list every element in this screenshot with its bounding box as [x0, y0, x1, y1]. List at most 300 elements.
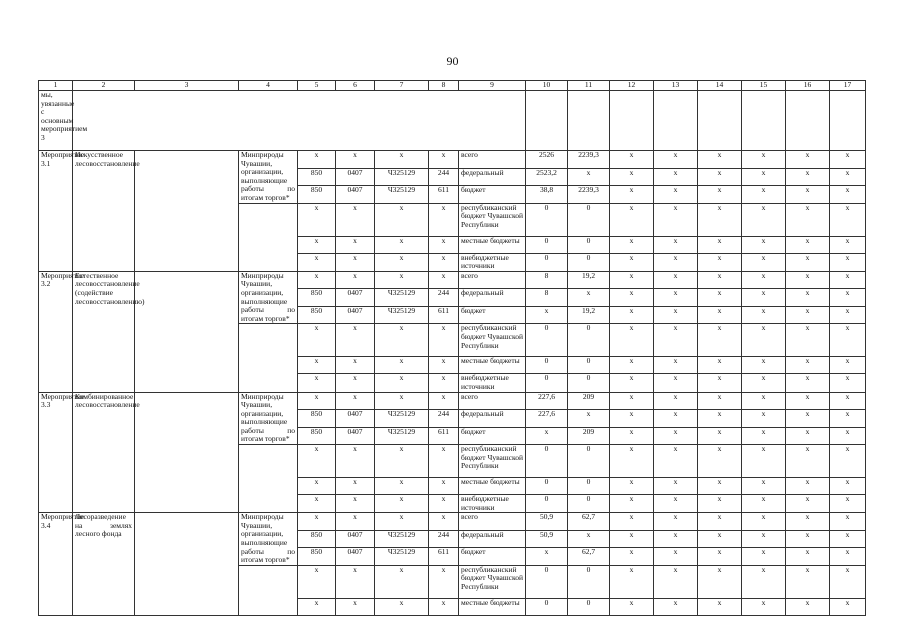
value-cell: x	[742, 513, 786, 531]
header-cell: 16	[786, 81, 830, 91]
value-cell: x	[698, 445, 742, 478]
value-cell: x	[742, 548, 786, 566]
value-cell: x	[786, 253, 830, 271]
code-cell: x	[298, 392, 336, 410]
empty-cell	[742, 91, 786, 151]
value-cell: x	[654, 427, 698, 445]
table-header	[39, 81, 866, 91]
code-cell: x	[336, 357, 375, 374]
code-cell: x	[336, 478, 375, 495]
value-cell: x	[742, 410, 786, 428]
source-cell: всего	[459, 271, 526, 289]
code-cell: x	[298, 253, 336, 271]
empty-cell	[526, 91, 568, 151]
value-cell: 0	[526, 598, 568, 615]
measure-name: Лесоразведение на землях лесного фонда	[73, 513, 135, 616]
empty-cell	[239, 445, 298, 513]
code-cell: x	[336, 271, 375, 289]
value-cell: 0	[526, 565, 568, 598]
value-cell: 0	[526, 324, 568, 357]
value-cell: x	[786, 236, 830, 253]
source-cell: федеральный	[459, 530, 526, 548]
value-cell: x	[830, 427, 866, 445]
source-cell: внебюджетные источники	[459, 374, 526, 392]
value-cell: x	[742, 253, 786, 271]
value-cell: 2239,3	[568, 186, 610, 204]
value-cell: 8	[526, 289, 568, 307]
value-cell: 0	[568, 495, 610, 513]
value-cell: x	[698, 495, 742, 513]
value-cell: x	[654, 410, 698, 428]
code-cell: 0407	[336, 168, 375, 186]
value-cell: x	[830, 306, 866, 324]
code-cell: 0407	[336, 548, 375, 566]
value-cell: x	[786, 306, 830, 324]
header-cell: 10	[526, 81, 568, 91]
value-cell: x	[610, 565, 654, 598]
executor-cell: Минприроды Чувашии, организации, выполняющие работы по итогам торгов*	[239, 392, 298, 445]
value-cell: x	[786, 374, 830, 392]
value-cell: x	[786, 289, 830, 307]
value-cell: 50,9	[526, 513, 568, 531]
code-cell: Ч325129	[375, 530, 429, 548]
value-cell: x	[698, 271, 742, 289]
value-cell: 0	[526, 203, 568, 236]
value-cell: x	[742, 236, 786, 253]
value-cell: 50,9	[526, 530, 568, 548]
value-cell: x	[830, 186, 866, 204]
value-cell: x	[610, 236, 654, 253]
code-cell: x	[429, 513, 459, 531]
value-cell: x	[654, 357, 698, 374]
code-cell: 244	[429, 410, 459, 428]
code-cell: x	[375, 513, 429, 531]
code-cell: 850	[298, 530, 336, 548]
value-cell: x	[830, 253, 866, 271]
value-cell: x	[610, 530, 654, 548]
code-cell: x	[375, 478, 429, 495]
source-cell: бюджет	[459, 427, 526, 445]
code-cell: x	[336, 151, 375, 169]
empty-cell	[698, 91, 742, 151]
value-cell: 227,6	[526, 410, 568, 428]
code-cell: x	[429, 253, 459, 271]
value-cell: 209	[568, 392, 610, 410]
value-cell: x	[698, 598, 742, 615]
value-cell: x	[654, 271, 698, 289]
value-cell: x	[742, 306, 786, 324]
value-cell: x	[830, 478, 866, 495]
empty-cell	[654, 91, 698, 151]
code-cell: x	[375, 392, 429, 410]
value-cell: x	[698, 357, 742, 374]
code-cell: x	[375, 598, 429, 615]
code-cell: 0407	[336, 186, 375, 204]
code-cell: x	[298, 513, 336, 531]
code-cell: 0407	[336, 410, 375, 428]
header-cell: 11	[568, 81, 610, 91]
header-cell: 13	[654, 81, 698, 91]
value-cell: 0	[526, 357, 568, 374]
value-cell: x	[742, 271, 786, 289]
code-cell: 244	[429, 289, 459, 307]
source-cell: бюджет	[459, 186, 526, 204]
value-cell: x	[610, 186, 654, 204]
code-cell: x	[429, 357, 459, 374]
value-cell: 0	[568, 357, 610, 374]
value-cell: 209	[568, 427, 610, 445]
code-cell: x	[336, 374, 375, 392]
value-cell: 0	[526, 445, 568, 478]
value-cell: x	[786, 495, 830, 513]
code-cell: Ч325129	[375, 410, 429, 428]
value-cell: x	[786, 565, 830, 598]
code-cell: x	[336, 495, 375, 513]
code-cell: x	[336, 513, 375, 531]
value-cell: x	[568, 530, 610, 548]
code-cell: x	[429, 236, 459, 253]
value-cell: x	[654, 168, 698, 186]
value-cell: x	[742, 530, 786, 548]
value-cell: 0	[526, 478, 568, 495]
value-cell: x	[742, 324, 786, 357]
value-cell: x	[742, 392, 786, 410]
code-cell: x	[375, 236, 429, 253]
code-cell: x	[336, 324, 375, 357]
code-cell: x	[336, 598, 375, 615]
value-cell: 0	[568, 253, 610, 271]
value-cell: x	[742, 427, 786, 445]
value-cell: x	[786, 478, 830, 495]
measure-id: Мероприятие 3.2	[39, 271, 73, 392]
source-cell: республиканский бюджет Чувашской Республики	[459, 445, 526, 478]
code-cell: x	[336, 445, 375, 478]
value-cell: 0	[568, 374, 610, 392]
budget-table	[38, 80, 866, 616]
value-cell: x	[830, 236, 866, 253]
value-cell: x	[698, 565, 742, 598]
code-cell: x	[429, 392, 459, 410]
code-cell: x	[429, 203, 459, 236]
header-row	[39, 81, 866, 91]
code-cell: 611	[429, 548, 459, 566]
code-cell: x	[429, 271, 459, 289]
code-cell: 850	[298, 427, 336, 445]
source-cell: всего	[459, 392, 526, 410]
value-cell: 227,6	[526, 392, 568, 410]
value-cell: x	[654, 324, 698, 357]
code-cell: x	[298, 324, 336, 357]
value-cell: 8	[526, 271, 568, 289]
value-cell: x	[830, 410, 866, 428]
value-cell: x	[610, 151, 654, 169]
value-cell: x	[830, 548, 866, 566]
code-cell: x	[429, 495, 459, 513]
code-cell: x	[336, 253, 375, 271]
source-cell: бюджет	[459, 548, 526, 566]
code-cell: x	[298, 357, 336, 374]
value-cell: x	[830, 203, 866, 236]
source-cell: республиканский бюджет Чувашской Республики	[459, 565, 526, 598]
value-cell: x	[698, 203, 742, 236]
empty-cell	[135, 151, 239, 272]
code-cell: 850	[298, 306, 336, 324]
value-cell: x	[742, 478, 786, 495]
code-cell: x	[375, 271, 429, 289]
code-cell: 611	[429, 306, 459, 324]
value-cell: x	[830, 324, 866, 357]
value-cell: 0	[526, 236, 568, 253]
value-cell: x	[698, 289, 742, 307]
code-cell: x	[298, 565, 336, 598]
value-cell: 0	[568, 478, 610, 495]
value-cell: 62,7	[568, 548, 610, 566]
value-cell: 19,2	[568, 271, 610, 289]
value-cell: x	[654, 253, 698, 271]
code-cell: x	[298, 374, 336, 392]
code-cell: x	[429, 598, 459, 615]
value-cell: x	[610, 445, 654, 478]
code-cell: x	[375, 324, 429, 357]
code-cell: x	[375, 151, 429, 169]
value-cell: x	[568, 289, 610, 307]
value-cell: x	[742, 445, 786, 478]
source-cell: всего	[459, 151, 526, 169]
empty-cell	[135, 513, 239, 616]
code-cell: 611	[429, 186, 459, 204]
value-cell: x	[830, 151, 866, 169]
measure-row	[39, 151, 866, 169]
header-cell: 15	[742, 81, 786, 91]
value-cell: 0	[568, 598, 610, 615]
value-cell: x	[786, 410, 830, 428]
value-cell: 0	[568, 203, 610, 236]
empty-cell	[786, 91, 830, 151]
value-cell: x	[654, 151, 698, 169]
value-cell: x	[830, 271, 866, 289]
value-cell: 0	[526, 374, 568, 392]
code-cell: 850	[298, 186, 336, 204]
code-cell: x	[298, 445, 336, 478]
value-cell: x	[610, 478, 654, 495]
value-cell: x	[698, 513, 742, 531]
value-cell: x	[654, 203, 698, 236]
code-cell: x	[336, 203, 375, 236]
value-cell: x	[698, 324, 742, 357]
value-cell: x	[610, 357, 654, 374]
header-cell: 6	[336, 81, 375, 91]
value-cell: 62,7	[568, 513, 610, 531]
value-cell: x	[654, 445, 698, 478]
value-cell: x	[610, 203, 654, 236]
value-cell: x	[830, 289, 866, 307]
value-cell: x	[830, 374, 866, 392]
code-cell: x	[375, 203, 429, 236]
value-cell: x	[830, 445, 866, 478]
value-cell: x	[698, 392, 742, 410]
value-cell: x	[654, 478, 698, 495]
source-cell: бюджет	[459, 306, 526, 324]
value-cell: x	[742, 374, 786, 392]
value-cell: x	[654, 374, 698, 392]
code-cell: x	[429, 565, 459, 598]
value-cell: 2239,3	[568, 151, 610, 169]
code-cell: 0407	[336, 530, 375, 548]
value-cell: x	[830, 565, 866, 598]
value-cell: x	[786, 548, 830, 566]
value-cell: 0	[526, 495, 568, 513]
value-cell: x	[786, 357, 830, 374]
value-cell: x	[654, 186, 698, 204]
value-cell: 0	[526, 253, 568, 271]
value-cell: x	[526, 548, 568, 566]
value-cell: x	[610, 392, 654, 410]
code-cell: x	[429, 151, 459, 169]
value-cell: x	[786, 203, 830, 236]
value-cell: x	[698, 478, 742, 495]
source-cell: республиканский бюджет Чувашской Республики	[459, 203, 526, 236]
continuation-row	[39, 91, 866, 151]
value-cell: 0	[568, 324, 610, 357]
value-cell: x	[786, 598, 830, 615]
value-cell: x	[654, 306, 698, 324]
value-cell: x	[786, 271, 830, 289]
value-cell: x	[742, 151, 786, 169]
code-cell: x	[298, 271, 336, 289]
measure-id: Мероприятие 3.3	[39, 392, 73, 513]
value-cell: x	[698, 253, 742, 271]
measure-name: Комбинированное лесовосстановление	[73, 392, 135, 513]
value-cell: x	[742, 495, 786, 513]
value-cell: x	[786, 530, 830, 548]
value-cell: x	[742, 289, 786, 307]
value-cell: 2526	[526, 151, 568, 169]
value-cell: x	[654, 548, 698, 566]
header-cell: 14	[698, 81, 742, 91]
value-cell: x	[786, 513, 830, 531]
source-cell: местные бюджеты	[459, 478, 526, 495]
value-cell: x	[568, 168, 610, 186]
value-cell: x	[786, 151, 830, 169]
code-cell: x	[336, 565, 375, 598]
value-cell: x	[742, 598, 786, 615]
value-cell: x	[568, 410, 610, 428]
measure-id: Мероприятие 3.1	[39, 151, 73, 272]
code-cell: 0407	[336, 306, 375, 324]
measure-row	[39, 513, 866, 531]
empty-cell	[239, 324, 298, 392]
code-cell: 850	[298, 289, 336, 307]
value-cell: x	[742, 357, 786, 374]
header-cell: 1	[39, 81, 73, 91]
code-cell: x	[429, 374, 459, 392]
source-cell: местные бюджеты	[459, 357, 526, 374]
value-cell: x	[610, 427, 654, 445]
value-cell: x	[786, 168, 830, 186]
value-cell: x	[610, 271, 654, 289]
value-cell: x	[698, 151, 742, 169]
value-cell: x	[830, 357, 866, 374]
header-cell: 5	[298, 81, 336, 91]
code-cell: Ч325129	[375, 168, 429, 186]
value-cell: 2523,2	[526, 168, 568, 186]
value-cell: x	[610, 513, 654, 531]
value-cell: x	[654, 565, 698, 598]
header-cell: 12	[610, 81, 654, 91]
source-cell: местные бюджеты	[459, 236, 526, 253]
empty-cell	[830, 91, 866, 151]
code-cell: 850	[298, 168, 336, 186]
value-cell: x	[830, 392, 866, 410]
source-cell: федеральный	[459, 410, 526, 428]
measure-name: Естественное лесовосстановление (содействие лесовосстановлению)	[73, 271, 135, 392]
code-cell: 0407	[336, 427, 375, 445]
value-cell: x	[526, 427, 568, 445]
code-cell: Ч325129	[375, 289, 429, 307]
code-cell: 611	[429, 427, 459, 445]
value-cell: x	[698, 168, 742, 186]
value-cell: x	[654, 513, 698, 531]
value-cell: x	[698, 427, 742, 445]
value-cell: 0	[568, 565, 610, 598]
value-cell: x	[610, 410, 654, 428]
executor-cell: Минприроды Чувашии, организации, выполняющие работы по итогам торгов*	[239, 151, 298, 204]
value-cell: x	[830, 168, 866, 186]
value-cell: x	[610, 168, 654, 186]
value-cell: x	[786, 427, 830, 445]
value-cell: x	[698, 306, 742, 324]
source-cell: республиканский бюджет Чувашской Республики	[459, 324, 526, 357]
header-cell: 2	[73, 81, 135, 91]
measure-row	[39, 271, 866, 289]
source-cell: внебюджетные источники	[459, 253, 526, 271]
value-cell: x	[610, 598, 654, 615]
executor-cell: Минприроды Чувашии, организации, выполняющие работы по итогам торгов*	[239, 271, 298, 324]
code-cell: 244	[429, 530, 459, 548]
value-cell: x	[830, 495, 866, 513]
value-cell: x	[742, 186, 786, 204]
empty-cell	[135, 271, 239, 392]
value-cell: x	[654, 236, 698, 253]
header-cell: 3	[135, 81, 239, 91]
value-cell: x	[830, 513, 866, 531]
value-cell: x	[742, 203, 786, 236]
code-cell: Ч325129	[375, 306, 429, 324]
code-cell: x	[429, 478, 459, 495]
value-cell: x	[610, 306, 654, 324]
code-cell: x	[375, 374, 429, 392]
value-cell: x	[654, 392, 698, 410]
source-cell: федеральный	[459, 289, 526, 307]
value-cell: x	[698, 530, 742, 548]
header-cell: 8	[429, 81, 459, 91]
code-cell: x	[336, 236, 375, 253]
empty-cell	[239, 565, 298, 615]
code-cell: x	[298, 495, 336, 513]
value-cell: x	[698, 374, 742, 392]
value-cell: x	[698, 186, 742, 204]
empty-cell	[568, 91, 610, 151]
empty-cell	[135, 392, 239, 513]
value-cell: x	[654, 598, 698, 615]
value-cell: x	[698, 410, 742, 428]
code-cell: x	[375, 357, 429, 374]
code-cell: x	[429, 324, 459, 357]
code-cell: 244	[429, 168, 459, 186]
code-cell: x	[375, 445, 429, 478]
value-cell: x	[610, 324, 654, 357]
page-number: 90	[446, 54, 459, 68]
